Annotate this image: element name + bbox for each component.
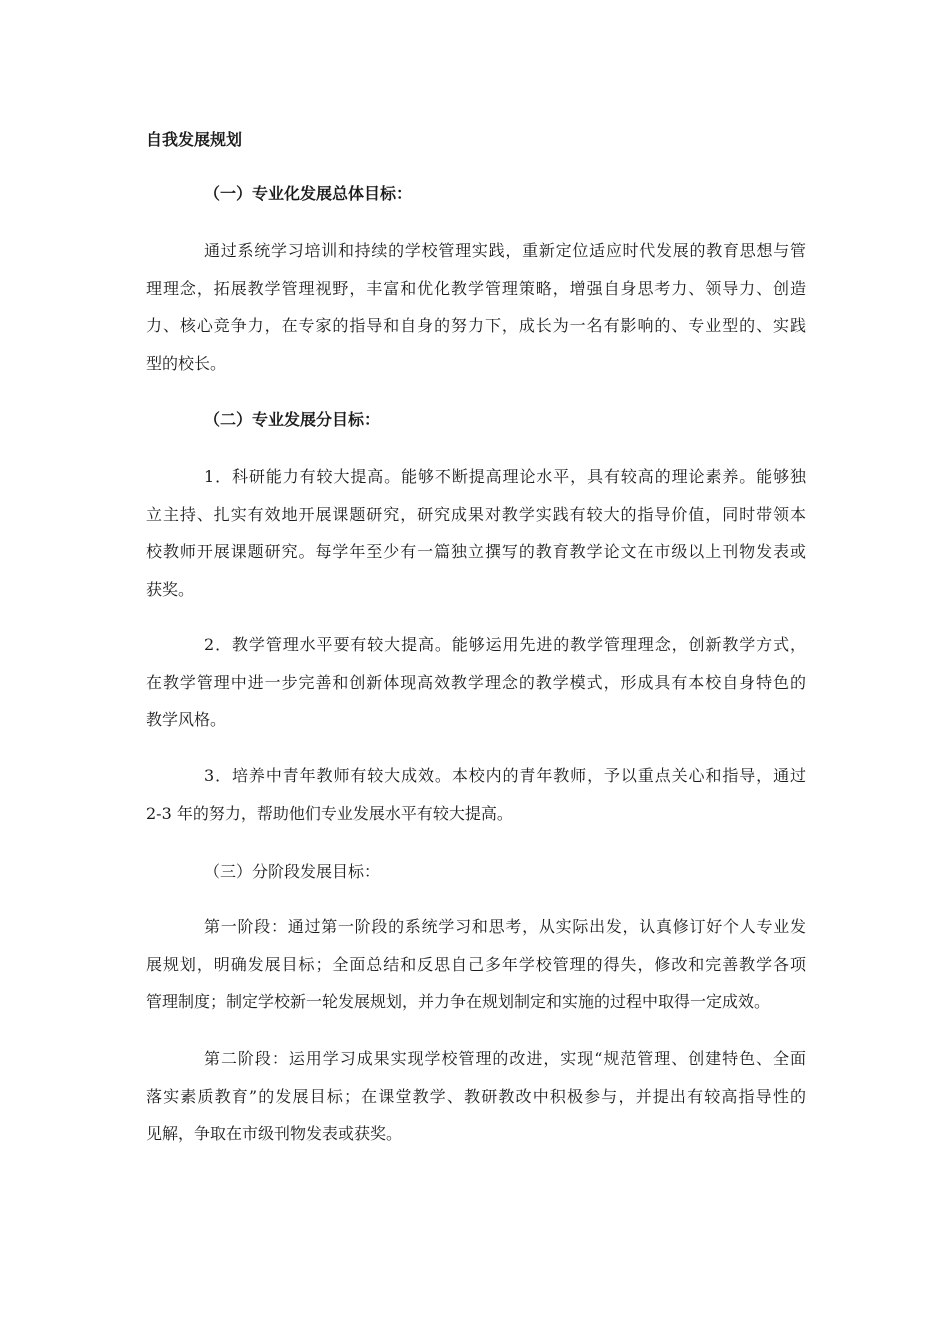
paragraph-stage-one <box>146 908 806 1021</box>
document-title: 自我发展规划 <box>146 130 243 149</box>
section-heading-overall-goal: （一）专业化发展总体目标： <box>204 184 413 203</box>
section-heading-sub-goals: （二）专业发展分目标： <box>204 410 381 429</box>
paragraph-line: 2-3 年的努力，帮助他们专业发展水平有较大提高。 <box>146 803 513 823</box>
paragraph-line: 力、核心竞争力，在专家的指导和自身的努力下，成长为一名有影响的、专业型的、实践 <box>146 316 806 335</box>
paragraph-line: 见解，争取在市级刊物发表或获奖。 <box>146 1124 403 1143</box>
paragraph-line: 校教师开展课题研究。每学年至少有一篇独立撰写的教育教学论文在市级以上刊物发表或 <box>146 542 806 561</box>
paragraph-line: 第一阶段：通过第一阶段的系统学习和思考，从实际出发，认真修订好个人专业发 <box>204 917 806 936</box>
paragraph-line: 1．科研能力有较大提高。能够不断提高理论水平，具有较高的理论素养。能够独 <box>204 467 806 486</box>
paragraph-line: 落实素质教育”的发展目标；在课堂教学、教研教改中积极参与，并提出有较高指导性的 <box>146 1086 806 1106</box>
paragraph-line: 获奖。 <box>146 579 195 599</box>
paragraph-research-ability <box>146 458 806 608</box>
paragraph-line: 教学风格。 <box>146 710 227 729</box>
paragraph-line: 立主持、扎实有效地开展课题研究，研究成果对教学实践有较大的指导价值，同时带领本 <box>146 504 806 524</box>
paragraph-line: 管理制度；制定学校新一轮发展规划，并力争在规划制定和实施的过程中取得一定成效。 <box>146 992 771 1011</box>
paragraph-line: 通过系统学习培训和持续的学校管理实践，重新定位适应时代发展的教育思想与管 <box>204 241 806 260</box>
paragraph-line: 理理念，拓展教学管理视野，丰富和优化教学管理策略，增强自身思考力、领导力、创造 <box>146 278 806 298</box>
paragraph-teaching-management <box>146 626 806 739</box>
paragraph-overall-goal <box>146 232 806 382</box>
paragraph-line: 型的校长。 <box>146 353 227 373</box>
paragraph-young-teachers <box>146 757 806 832</box>
paragraph-line: 展规划，明确发展目标；全面总结和反思自己多年学校管理的得失，修改和完善教学各项 <box>146 954 806 974</box>
section-heading-stage-goals: （三）分阶段发展目标： <box>204 862 381 881</box>
paragraph-line: 在教学管理中进一步完善和创新体现高效教学理念的教学模式，形成具有本校自身特色的 <box>146 672 806 692</box>
paragraph-line: 第二阶段：运用学习成果实现学校管理的改进，实现“规范管理、创建特色、全面 <box>204 1049 806 1068</box>
paragraph-stage-two <box>146 1040 806 1153</box>
paragraph-line: 3．培养中青年教师有较大成效。本校内的青年教师，予以重点关心和指导，通过 <box>204 766 806 785</box>
paragraph-line: 2．教学管理水平要有较大提高。能够运用先进的教学管理理念，创新教学方式， <box>204 635 806 654</box>
